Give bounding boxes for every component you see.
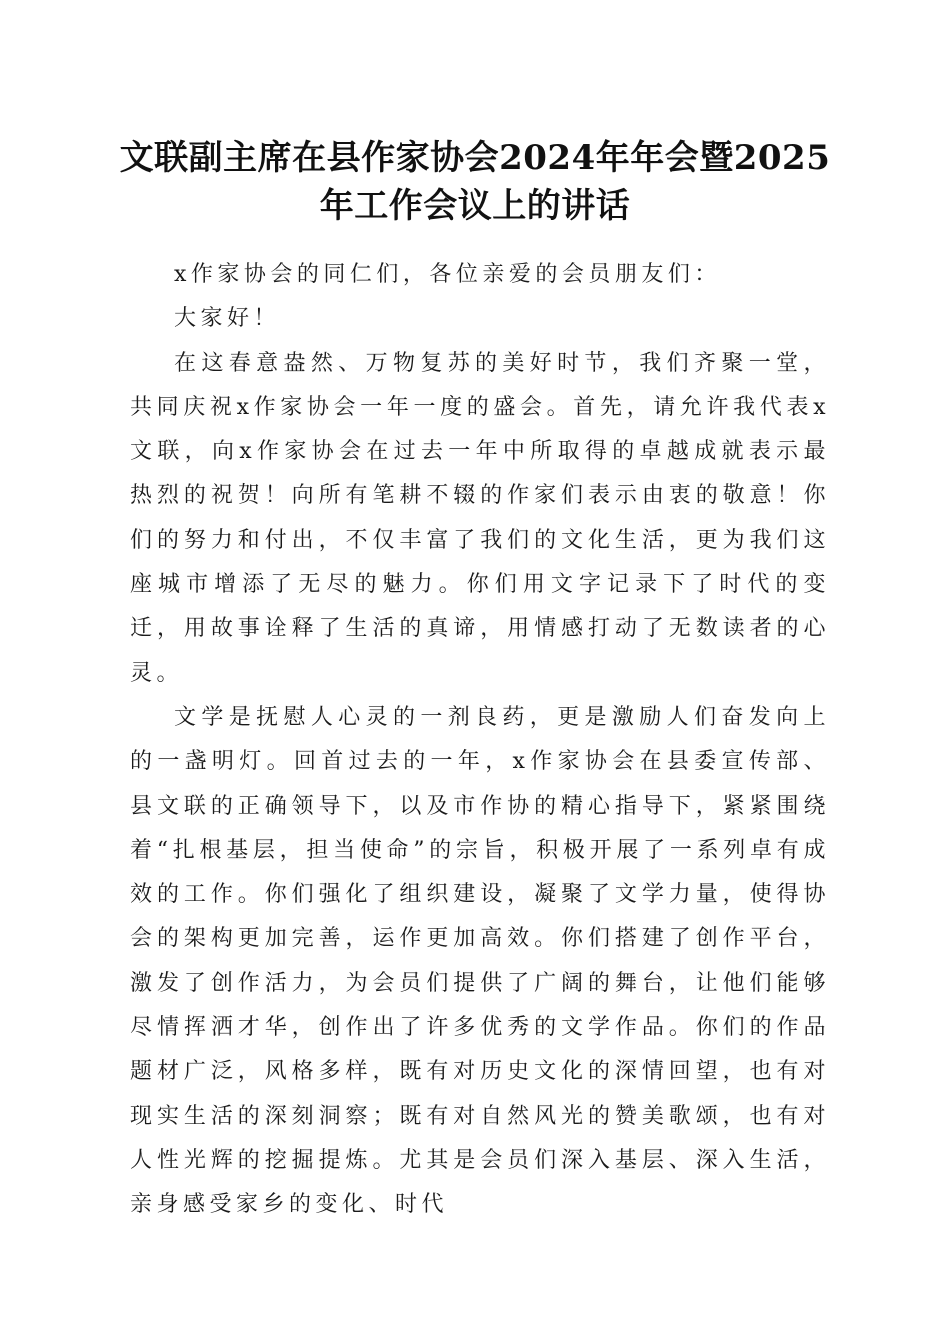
body-paragraph: 文学是抚慰人心灵的一剂良药，更是激励人们奋发向上的一盏明灯。回首过去的一年，x作家协会在县委宣传部、县文联的正确领导下，以及市作协的精心指导下，紧紧围绕着“扎根基层，担当使命”的宗旨，积极开展了一系列卓有成效的工作。你们强化了组织建设，凝聚了文学力量，使得协会的架构更加完善，运作更加高效。你们搭建了创作平台，激发了创作活力，为会员们提供了广阔的舞台，让他们能够尽情挥洒才华，创作出了许多优秀的文学作品。你们的作品题材广泛，风格多样，既有对历史文化的深情回望，也有对现实生活的深刻洞察；既有对自然风光的赞美歌颂，也有对人性光辉的挖掘提炼。尤其是会员们深入基层、深入生活，亲身感受家乡的变化、时代 xyxy=(130,704,830,1218)
title-line-1: 文联副主席在县作家协会2024年年会暨2025 xyxy=(119,138,831,178)
salutation: x作家协会的同仁们，各位亲爱的会员朋友们： xyxy=(174,262,721,287)
document-title xyxy=(100,134,850,230)
greeting: 大家好！ xyxy=(174,306,281,332)
body-paragraph: 在这春意盎然、万物复苏的美好时节，我们齐聚一堂，共同庆祝x作家协会一年一度的盛会。首先，请允许我代表x文联，向x作家协会在过去一年中所取得的卓越成就表示最热烈的祝贺！向所有笔耕不辍的作家们表示由衷的敬意！你们的努力和付出，不仅丰富了我们的文化生活，更为我们这座城市增添了无尽的魅力。你们用文字记录下了时代的变迁，用故事诠释了生活的真谛，用情感打动了无数读者的心灵。 xyxy=(130,350,830,686)
document-body xyxy=(130,253,830,1228)
title-line-2: 年工作会议上的讲话 xyxy=(319,186,631,226)
